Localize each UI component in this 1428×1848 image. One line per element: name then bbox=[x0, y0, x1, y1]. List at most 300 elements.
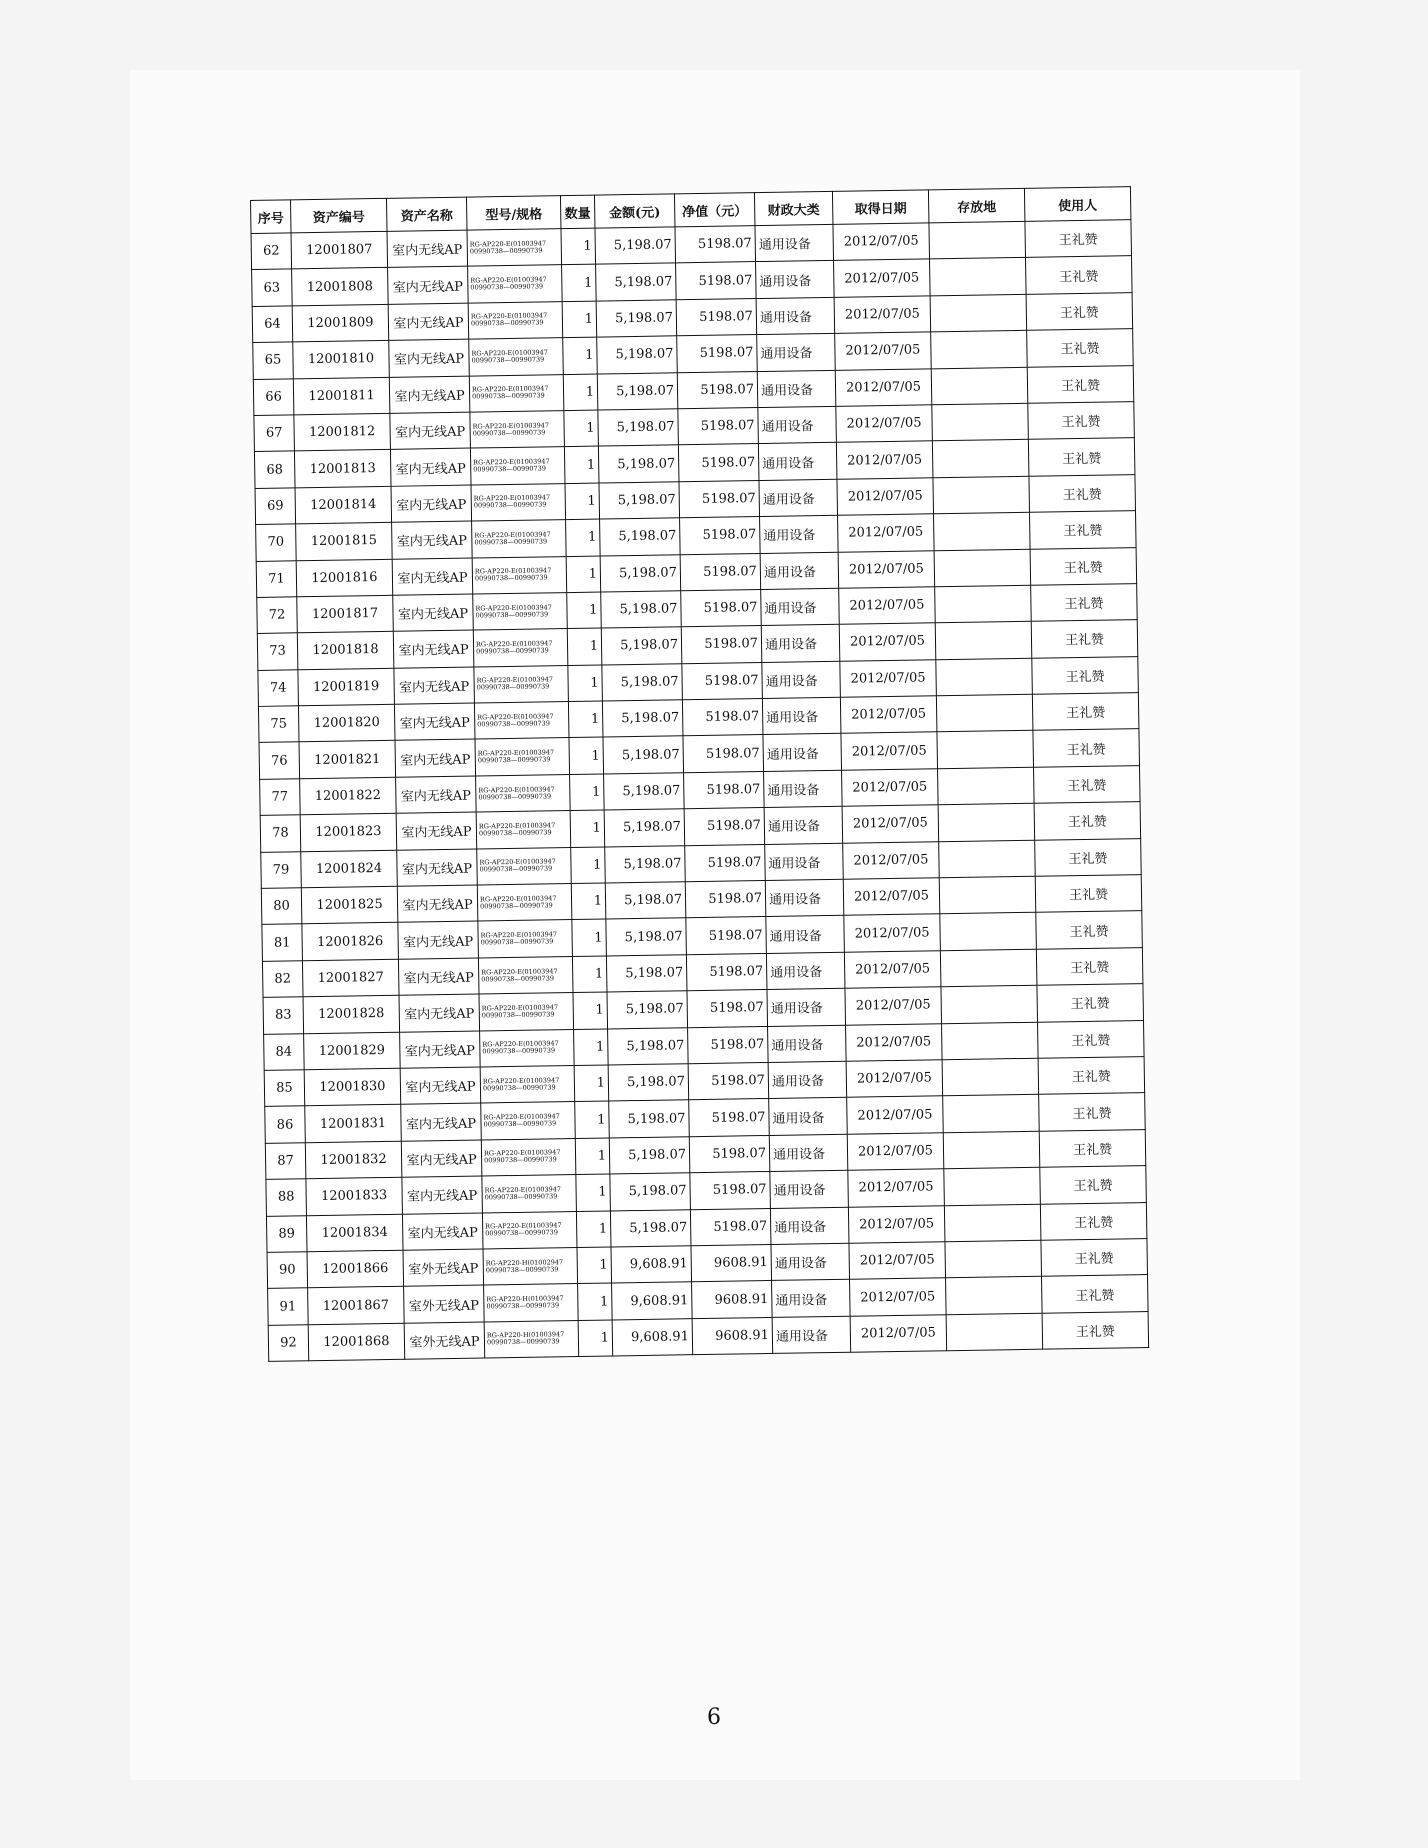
cell-date: 2012/07/05 bbox=[843, 878, 940, 916]
cell-no: 87 bbox=[265, 1143, 306, 1180]
cell-category: 通用设备 bbox=[771, 1243, 850, 1281]
cell-qty: 1 bbox=[563, 374, 598, 411]
cell-amount: 5,198.07 bbox=[605, 882, 686, 920]
cell-no: 82 bbox=[262, 961, 303, 998]
cell-category: 通用设备 bbox=[766, 952, 845, 990]
cell-user: 王礼赞 bbox=[1036, 911, 1143, 949]
cell-user: 王礼赞 bbox=[1025, 220, 1132, 258]
cell-net-value: 5198.07 bbox=[688, 1062, 769, 1100]
cell-category: 通用设备 bbox=[758, 443, 837, 481]
cell-asset-name: 室内无线AP bbox=[392, 521, 473, 559]
cell-asset-id: 12001815 bbox=[296, 522, 393, 560]
cell-spec: RG-AP220-E(01003947 00990738—00990739 bbox=[482, 1175, 577, 1213]
cell-qty: 1 bbox=[578, 1283, 613, 1320]
cell-amount: 5,198.07 bbox=[596, 263, 677, 301]
cell-qty: 1 bbox=[562, 264, 597, 301]
cell-user: 王礼赞 bbox=[1042, 1275, 1149, 1313]
cell-qty: 1 bbox=[566, 519, 601, 556]
cell-date: 2012/07/05 bbox=[844, 951, 941, 989]
cell-spec: RG-AP220-E(01003947 00990738—00990739 bbox=[480, 1029, 575, 1067]
cell-user: 王礼赞 bbox=[1030, 511, 1137, 549]
cell-user: 王礼赞 bbox=[1027, 365, 1134, 403]
cell-spec: RG-AP220-E(01003947 00990738—00990739 bbox=[473, 592, 568, 630]
cell-amount: 9,608.91 bbox=[611, 1246, 692, 1284]
cell-date: 2012/07/05 bbox=[849, 1242, 946, 1280]
cell-amount: 5,198.07 bbox=[596, 300, 677, 338]
cell-net-value: 9608.91 bbox=[692, 1281, 773, 1319]
cell-qty: 1 bbox=[562, 301, 597, 338]
cell-asset-id: 12001818 bbox=[297, 632, 394, 670]
cell-asset-name: 室内无线AP bbox=[402, 1176, 483, 1214]
cell-location bbox=[941, 985, 1038, 1023]
cell-no: 76 bbox=[259, 742, 300, 779]
cell-user: 王礼赞 bbox=[1038, 1020, 1145, 1058]
cell-asset-id: 12001820 bbox=[298, 704, 395, 742]
cell-location bbox=[946, 1277, 1043, 1315]
cell-spec: RG-AP220-E(01003947 00990738—00990739 bbox=[472, 556, 567, 594]
cell-user: 王礼赞 bbox=[1033, 729, 1140, 767]
cell-date: 2012/07/05 bbox=[839, 623, 936, 661]
cell-no: 66 bbox=[253, 378, 294, 415]
cell-amount: 5,198.07 bbox=[602, 700, 683, 738]
cell-location bbox=[937, 731, 1034, 769]
cell-net-value: 5198.07 bbox=[678, 408, 759, 446]
cell-no: 65 bbox=[253, 342, 294, 379]
cell-date: 2012/07/05 bbox=[834, 259, 931, 297]
cell-no: 64 bbox=[252, 306, 293, 343]
cell-spec: RG-AP220-E(01003947 00990738—00990739 bbox=[474, 702, 569, 740]
cell-no: 85 bbox=[264, 1070, 305, 1107]
cell-spec: RG-AP220-E(01003947 00990738—00990739 bbox=[474, 665, 569, 703]
cell-qty: 1 bbox=[577, 1247, 612, 1284]
cell-location bbox=[934, 512, 1031, 550]
cell-amount: 5,198.07 bbox=[597, 336, 678, 374]
cell-amount: 5,198.07 bbox=[605, 845, 686, 883]
cell-location bbox=[942, 1022, 1039, 1060]
cell-amount: 5,198.07 bbox=[609, 1100, 690, 1138]
table-body bbox=[251, 220, 1149, 1362]
cell-asset-name: 室内无线AP bbox=[397, 849, 478, 887]
cell-net-value: 5198.07 bbox=[690, 1172, 771, 1210]
cell-spec: RG-AP220-H(01003947 00990738—00990739 bbox=[484, 1284, 579, 1322]
cell-no: 71 bbox=[256, 560, 297, 597]
cell-asset-name: 室内无线AP bbox=[399, 994, 480, 1032]
cell-date: 2012/07/05 bbox=[839, 587, 936, 625]
cell-asset-id: 12001827 bbox=[302, 959, 399, 997]
header-qty: 数量 bbox=[560, 195, 595, 229]
cell-spec: RG-AP220-E(01003947 00990738—00990739 bbox=[481, 1138, 576, 1176]
cell-location bbox=[938, 767, 1035, 805]
cell-category: 通用设备 bbox=[760, 515, 839, 553]
cell-spec: RG-AP220-H(01002947 00990738—00990739 bbox=[483, 1247, 578, 1285]
cell-no: 86 bbox=[265, 1106, 306, 1143]
cell-net-value: 5198.07 bbox=[682, 662, 763, 700]
cell-asset-id: 12001830 bbox=[304, 1068, 401, 1106]
cell-amount: 5,198.07 bbox=[606, 955, 687, 993]
cell-date: 2012/07/05 bbox=[841, 732, 938, 770]
cell-qty: 1 bbox=[575, 1138, 610, 1175]
cell-amount: 5,198.07 bbox=[610, 1173, 691, 1211]
cell-spec: RG-AP220-E(01003947 00990738—00990739 bbox=[482, 1211, 577, 1249]
cell-asset-id: 12001834 bbox=[306, 1214, 403, 1252]
cell-qty: 1 bbox=[572, 956, 607, 993]
cell-qty: 1 bbox=[572, 919, 607, 956]
cell-asset-name: 室内无线AP bbox=[400, 1067, 481, 1105]
cell-amount: 5,198.07 bbox=[609, 1136, 690, 1174]
cell-qty: 1 bbox=[565, 483, 600, 520]
cell-location bbox=[943, 1131, 1040, 1169]
cell-spec: RG-AP220-E(01003947 00990738—00990739 bbox=[470, 411, 565, 449]
cell-asset-id: 12001810 bbox=[293, 341, 390, 379]
cell-location bbox=[930, 258, 1027, 296]
cell-date: 2012/07/05 bbox=[836, 441, 933, 479]
cell-qty: 1 bbox=[568, 665, 603, 702]
cell-amount: 9,608.91 bbox=[612, 1318, 693, 1356]
header-location: 存放地 bbox=[928, 188, 1025, 223]
cell-date: 2012/07/05 bbox=[843, 841, 940, 879]
cell-asset-name: 室内无线AP bbox=[394, 703, 475, 741]
cell-asset-name: 室内无线AP bbox=[389, 376, 470, 414]
cell-qty: 1 bbox=[567, 628, 602, 665]
cell-asset-id: 12001822 bbox=[300, 777, 397, 815]
cell-date: 2012/07/05 bbox=[837, 478, 934, 516]
cell-net-value: 5198.07 bbox=[678, 444, 759, 482]
cell-spec: RG-AP220-E(01003947 00990738—00990739 bbox=[468, 265, 563, 303]
cell-asset-name: 室内无线AP bbox=[387, 230, 468, 268]
cell-user: 王礼赞 bbox=[1040, 1166, 1147, 1204]
cell-amount: 5,198.07 bbox=[604, 773, 685, 811]
cell-location bbox=[932, 440, 1029, 478]
cell-user: 王礼赞 bbox=[1035, 875, 1142, 913]
cell-date: 2012/07/05 bbox=[835, 368, 932, 406]
cell-amount: 5,198.07 bbox=[608, 1064, 689, 1102]
cell-category: 通用设备 bbox=[757, 370, 836, 408]
header-amount: 金额(元) bbox=[594, 194, 675, 228]
cell-asset-id: 12001828 bbox=[303, 995, 400, 1033]
cell-qty: 1 bbox=[570, 810, 605, 847]
cell-date: 2012/07/05 bbox=[838, 550, 935, 588]
cell-date: 2012/07/05 bbox=[845, 987, 942, 1025]
cell-user: 王礼赞 bbox=[1040, 1202, 1147, 1240]
cell-date: 2012/07/05 bbox=[848, 1169, 945, 1207]
cell-asset-name: 室内无线AP bbox=[402, 1213, 483, 1251]
cell-location bbox=[932, 403, 1029, 441]
cell-qty: 1 bbox=[567, 592, 602, 629]
cell-location bbox=[930, 294, 1027, 332]
cell-net-value: 5198.07 bbox=[685, 844, 766, 882]
header-date: 取得日期 bbox=[832, 190, 929, 225]
cell-no: 69 bbox=[255, 488, 296, 525]
cell-location bbox=[940, 949, 1037, 987]
cell-qty: 1 bbox=[574, 1029, 609, 1066]
cell-net-value: 5198.07 bbox=[681, 626, 762, 664]
cell-asset-id: 12001867 bbox=[308, 1287, 405, 1325]
cell-net-value: 5198.07 bbox=[687, 990, 768, 1028]
cell-location bbox=[936, 658, 1033, 696]
cell-no: 92 bbox=[268, 1324, 309, 1361]
header-asset-name: 资产名称 bbox=[386, 197, 467, 231]
cell-no: 73 bbox=[257, 633, 298, 670]
cell-qty: 1 bbox=[564, 410, 599, 447]
cell-asset-id: 12001868 bbox=[308, 1323, 405, 1361]
cell-date: 2012/07/05 bbox=[842, 805, 939, 843]
cell-location bbox=[946, 1313, 1043, 1351]
cell-user: 王礼赞 bbox=[1036, 947, 1143, 985]
cell-spec: RG-AP220-E(01003947 00990738—00990739 bbox=[472, 520, 567, 558]
cell-no: 83 bbox=[263, 997, 304, 1034]
cell-qty: 1 bbox=[563, 337, 598, 374]
cell-date: 2012/07/05 bbox=[847, 1132, 944, 1170]
cell-category: 通用设备 bbox=[764, 770, 843, 808]
cell-qty: 1 bbox=[576, 1211, 611, 1248]
cell-location bbox=[936, 694, 1033, 732]
cell-spec: RG-AP220-E(01003947 00990738—00990739 bbox=[477, 884, 572, 922]
cell-category: 通用设备 bbox=[759, 479, 838, 517]
cell-user: 王礼赞 bbox=[1028, 438, 1135, 476]
cell-category: 通用设备 bbox=[761, 625, 840, 663]
cell-net-value: 9608.91 bbox=[692, 1317, 773, 1355]
cell-location bbox=[929, 221, 1026, 259]
cell-spec: RG-AP220-E(01003947 00990738—00990739 bbox=[469, 338, 564, 376]
cell-amount: 5,198.07 bbox=[608, 1027, 689, 1065]
cell-net-value: 5198.07 bbox=[689, 1135, 770, 1173]
header-category: 财政大类 bbox=[754, 191, 833, 225]
cell-no: 67 bbox=[254, 415, 295, 452]
cell-category: 通用设备 bbox=[765, 843, 844, 881]
cell-spec: RG-AP220-H(01003947 00990738—00990739 bbox=[484, 1320, 579, 1358]
cell-spec: RG-AP220-E(01003947 00990738—00990739 bbox=[475, 738, 570, 776]
cell-amount: 5,198.07 bbox=[598, 409, 679, 447]
cell-asset-name: 室内无线AP bbox=[392, 558, 473, 596]
cell-net-value: 5198.07 bbox=[683, 735, 764, 773]
cell-asset-name: 室内无线AP bbox=[401, 1140, 482, 1178]
cell-no: 75 bbox=[258, 706, 299, 743]
cell-location bbox=[944, 1204, 1041, 1242]
cell-category: 通用设备 bbox=[756, 261, 835, 299]
cell-asset-id: 12001807 bbox=[291, 231, 388, 269]
cell-net-value: 9608.91 bbox=[691, 1244, 772, 1282]
cell-spec: RG-AP220-E(01003947 00990738—00990739 bbox=[467, 229, 562, 267]
cell-category: 通用设备 bbox=[765, 879, 844, 917]
cell-spec: RG-AP220-E(01003947 00990738—00990739 bbox=[477, 847, 572, 885]
cell-category: 通用设备 bbox=[756, 297, 835, 335]
cell-date: 2012/07/05 bbox=[846, 1060, 943, 1098]
cell-user: 王礼赞 bbox=[1037, 984, 1144, 1022]
cell-spec: RG-AP220-E(01003947 00990738—00990739 bbox=[478, 956, 573, 994]
cell-no: 62 bbox=[251, 233, 292, 270]
cell-no: 77 bbox=[260, 779, 301, 816]
cell-spec: RG-AP220-E(01003947 00990738—00990739 bbox=[481, 1102, 576, 1140]
cell-net-value: 5198.07 bbox=[676, 298, 757, 336]
cell-asset-name: 室内无线AP bbox=[398, 921, 479, 959]
cell-qty: 1 bbox=[574, 1065, 609, 1102]
cell-asset-id: 12001832 bbox=[305, 1141, 402, 1179]
cell-qty: 1 bbox=[561, 228, 596, 265]
cell-no: 88 bbox=[266, 1179, 307, 1216]
cell-qty: 1 bbox=[571, 847, 606, 884]
cell-net-value: 5198.07 bbox=[681, 589, 762, 627]
cell-asset-id: 12001816 bbox=[296, 559, 393, 597]
cell-net-value: 5198.07 bbox=[676, 262, 757, 300]
cell-asset-id: 12001829 bbox=[304, 1032, 401, 1070]
cell-user: 王礼赞 bbox=[1027, 329, 1134, 367]
cell-category: 通用设备 bbox=[758, 406, 837, 444]
cell-asset-id: 12001831 bbox=[305, 1105, 402, 1143]
cell-location bbox=[943, 1095, 1040, 1133]
cell-location bbox=[939, 840, 1036, 878]
cell-category: 通用设备 bbox=[767, 988, 846, 1026]
cell-no: 70 bbox=[256, 524, 297, 561]
cell-spec: RG-AP220-E(01003947 00990738—00990739 bbox=[480, 1065, 575, 1103]
cell-category: 通用设备 bbox=[757, 334, 836, 372]
cell-amount: 5,198.07 bbox=[600, 554, 681, 592]
cell-location bbox=[938, 804, 1035, 842]
cell-net-value: 5198.07 bbox=[682, 699, 763, 737]
cell-asset-name: 室内无线AP bbox=[398, 958, 479, 996]
cell-net-value: 5198.07 bbox=[679, 480, 760, 518]
cell-location bbox=[945, 1240, 1042, 1278]
cell-asset-id: 12001809 bbox=[292, 304, 389, 342]
cell-user: 王礼赞 bbox=[1041, 1238, 1148, 1276]
cell-category: 通用设备 bbox=[769, 1134, 848, 1172]
cell-no: 78 bbox=[260, 815, 301, 852]
cell-net-value: 5198.07 bbox=[684, 771, 765, 809]
cell-spec: RG-AP220-E(01003947 00990738—00990739 bbox=[471, 483, 566, 521]
cell-location bbox=[934, 549, 1031, 587]
page-number: 6 bbox=[707, 1705, 721, 1730]
cell-qty: 1 bbox=[570, 774, 605, 811]
cell-asset-id: 12001819 bbox=[298, 668, 395, 706]
cell-category: 通用设备 bbox=[768, 1025, 847, 1063]
header-no: 序号 bbox=[251, 200, 292, 234]
cell-spec: RG-AP220-E(01003947 00990738—00990739 bbox=[476, 774, 571, 812]
cell-net-value: 5198.07 bbox=[685, 881, 766, 919]
cell-amount: 5,198.07 bbox=[603, 736, 684, 774]
cell-date: 2012/07/05 bbox=[847, 1096, 944, 1134]
cell-amount: 5,198.07 bbox=[606, 918, 687, 956]
cell-date: 2012/07/05 bbox=[848, 1205, 945, 1243]
cell-asset-id: 12001814 bbox=[295, 486, 392, 524]
cell-asset-name: 室内无线AP bbox=[393, 594, 474, 632]
cell-spec: RG-AP220-E(01003947 00990738—00990739 bbox=[478, 920, 573, 958]
cell-date: 2012/07/05 bbox=[836, 405, 933, 443]
cell-no: 80 bbox=[261, 888, 302, 925]
cell-user: 王礼赞 bbox=[1032, 656, 1139, 694]
cell-category: 通用设备 bbox=[768, 1061, 847, 1099]
cell-user: 王礼赞 bbox=[1031, 584, 1138, 622]
cell-category: 通用设备 bbox=[772, 1280, 851, 1318]
cell-asset-name: 室内无线AP bbox=[395, 740, 476, 778]
cell-asset-id: 12001825 bbox=[301, 886, 398, 924]
cell-asset-name: 室内无线AP bbox=[400, 1031, 481, 1069]
cell-category: 通用设备 bbox=[770, 1207, 849, 1245]
cell-asset-id: 12001866 bbox=[307, 1250, 404, 1288]
cell-asset-name: 室内无线AP bbox=[388, 303, 469, 341]
cell-net-value: 5198.07 bbox=[689, 1099, 770, 1137]
cell-no: 68 bbox=[254, 451, 295, 488]
cell-asset-name: 室内无线AP bbox=[391, 485, 472, 523]
cell-asset-name: 室外无线AP bbox=[403, 1249, 484, 1287]
cell-amount: 5,198.07 bbox=[607, 991, 688, 1029]
cell-spec: RG-AP220-E(01003947 00990738—00990739 bbox=[470, 447, 565, 485]
cell-net-value: 5198.07 bbox=[677, 371, 758, 409]
cell-asset-name: 室内无线AP bbox=[390, 448, 471, 486]
cell-user: 王礼赞 bbox=[1026, 292, 1133, 330]
cell-category: 通用设备 bbox=[755, 224, 834, 262]
cell-net-value: 5198.07 bbox=[686, 953, 767, 991]
header-user: 使用人 bbox=[1024, 187, 1131, 222]
cell-no: 84 bbox=[264, 1033, 305, 1070]
cell-amount: 9,608.91 bbox=[612, 1282, 693, 1320]
cell-category: 通用设备 bbox=[766, 916, 845, 954]
cell-no: 63 bbox=[252, 269, 293, 306]
cell-net-value: 5198.07 bbox=[680, 553, 761, 591]
cell-asset-id: 12001817 bbox=[297, 595, 394, 633]
cell-net-value: 5198.07 bbox=[677, 335, 758, 373]
cell-location bbox=[944, 1167, 1041, 1205]
cell-no: 91 bbox=[268, 1288, 309, 1325]
cell-asset-name: 室外无线AP bbox=[404, 1285, 485, 1323]
cell-asset-name: 室内无线AP bbox=[390, 412, 471, 450]
header-net-value: 净值（元） bbox=[674, 193, 755, 227]
cell-user: 王礼赞 bbox=[1034, 802, 1141, 840]
cell-user: 王礼赞 bbox=[1029, 474, 1136, 512]
cell-qty: 1 bbox=[578, 1320, 613, 1357]
cell-qty: 1 bbox=[566, 556, 601, 593]
cell-category: 通用设备 bbox=[762, 661, 841, 699]
cell-location bbox=[933, 476, 1030, 514]
cell-category: 通用设备 bbox=[760, 552, 839, 590]
cell-user: 王礼赞 bbox=[1038, 1057, 1145, 1095]
cell-net-value: 5198.07 bbox=[690, 1208, 771, 1246]
cell-date: 2012/07/05 bbox=[840, 696, 937, 734]
cell-net-value: 5198.07 bbox=[688, 1026, 769, 1064]
cell-no: 72 bbox=[257, 597, 298, 634]
cell-no: 90 bbox=[267, 1252, 308, 1289]
cell-date: 2012/07/05 bbox=[835, 332, 932, 370]
cell-asset-name: 室内无线AP bbox=[389, 339, 470, 377]
cell-asset-id: 12001821 bbox=[299, 741, 396, 779]
cell-user: 王礼赞 bbox=[1039, 1093, 1146, 1131]
cell-amount: 5,198.07 bbox=[595, 227, 676, 265]
cell-amount: 5,198.07 bbox=[610, 1209, 691, 1247]
cell-qty: 1 bbox=[575, 1101, 610, 1138]
cell-asset-name: 室内无线AP bbox=[394, 667, 475, 705]
cell-date: 2012/07/05 bbox=[833, 223, 930, 261]
cell-asset-id: 12001823 bbox=[300, 814, 397, 852]
cell-asset-name: 室内无线AP bbox=[393, 630, 474, 668]
cell-spec: RG-AP220-E(01003947 00990738—00990739 bbox=[476, 811, 571, 849]
cell-user: 王礼赞 bbox=[1039, 1129, 1146, 1167]
cell-asset-id: 12001824 bbox=[301, 850, 398, 888]
cell-amount: 5,198.07 bbox=[599, 482, 680, 520]
cell-net-value: 5198.07 bbox=[684, 808, 765, 846]
cell-amount: 5,198.07 bbox=[598, 445, 679, 483]
cell-amount: 5,198.07 bbox=[604, 809, 685, 847]
cell-qty: 1 bbox=[568, 701, 603, 738]
cell-user: 王礼赞 bbox=[1026, 256, 1133, 294]
cell-date: 2012/07/05 bbox=[838, 514, 935, 552]
cell-spec: RG-AP220-E(01003947 00990738—00990739 bbox=[479, 993, 574, 1031]
cell-user: 王礼赞 bbox=[1042, 1311, 1149, 1349]
cell-asset-name: 室内无线AP bbox=[396, 812, 477, 850]
cell-location bbox=[939, 876, 1036, 914]
cell-no: 89 bbox=[266, 1215, 307, 1252]
cell-location bbox=[931, 330, 1028, 368]
cell-amount: 5,198.07 bbox=[597, 372, 678, 410]
cell-asset-name: 室内无线AP bbox=[401, 1103, 482, 1141]
cell-user: 王礼赞 bbox=[1032, 693, 1139, 731]
